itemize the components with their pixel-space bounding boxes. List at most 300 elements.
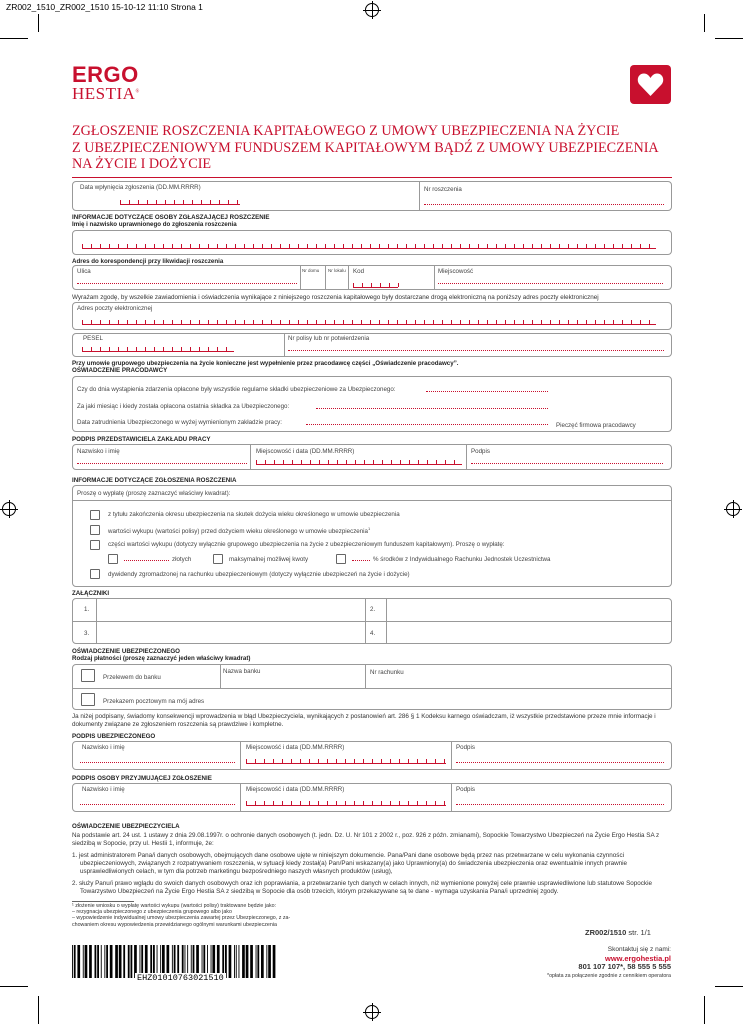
receiver-sig-field[interactable] — [456, 804, 664, 805]
comb-tick — [310, 460, 311, 464]
footnote-rule — [72, 901, 134, 902]
street-field[interactable] — [77, 283, 297, 284]
divider — [72, 621, 672, 622]
receiver-sig-label: Podpis — [456, 786, 475, 793]
crop-mark — [715, 38, 743, 39]
comb-tick — [127, 244, 128, 248]
comb-tick — [417, 801, 418, 805]
comb-tick — [318, 759, 319, 763]
divider — [451, 741, 452, 770]
comb-tick — [316, 320, 317, 324]
divider — [220, 664, 221, 688]
comb-tick — [163, 347, 164, 351]
comb-tick — [389, 283, 390, 287]
barcode-bar — [72, 945, 73, 978]
crop-mark — [704, 996, 705, 1024]
insured-sig-name-field[interactable] — [80, 762, 235, 763]
comb-tick — [595, 244, 596, 248]
comb-tick — [298, 244, 299, 248]
applicant-section-heading: INFORMACJE DOTYCZĄCE OSOBY ZGŁASZAJĄCEJ ROSZCZENIE — [72, 214, 270, 221]
policy-no-field[interactable] — [288, 350, 664, 351]
comb-tick — [514, 244, 515, 248]
comb-tick — [190, 347, 191, 351]
comb-tick — [353, 283, 354, 287]
comb-tick — [399, 801, 400, 805]
option-surrender-label: wartości wykupu (wartości polisy) przed dożyciem wieku określonego w umowie ubezpieczenia$^1$ — [108, 526, 371, 536]
divider — [348, 265, 349, 290]
print-header: ZR002_1510_ZR002_1510 15-10-12 11:10 Strona 1 — [6, 2, 203, 12]
comb-tick — [550, 320, 551, 324]
barcode-bar — [131, 945, 133, 978]
city-field[interactable] — [438, 283, 663, 284]
partial-max-checkbox[interactable] — [213, 554, 223, 564]
comb-tick — [505, 320, 506, 324]
insurer-point-1: 1. jest administratorem Pana/i danych osobowych, obejmujących dane osobowe ujęte w niniejszym dokumencie. Pana/Pani dane osobowe będą przez nas przetwarzane w celu wykonania czynności ubezpieczeniowych, związanych z rozpatrywaniem roszczenia, w sytuacji kiedy został(a) Pan/Pani wskazany(a) jako Uprawniony(a) do świadczenia ubezpieczenia oraz ewentualnie innych prawnie usprawiedliwionych celach, w tym dla potrzeb marketingu bezpośredniego naszych własnych produktów (usług), — [72, 852, 628, 875]
option-partial-label: części wartości wykupu (dotyczy wyłącznie grupowego ubezpieczenia na życie z ubezpieczeniowym funduszem kapitałowym). Proszę o wypłatę: — [108, 541, 505, 548]
comb-tick — [568, 320, 569, 324]
comb-tick — [201, 200, 202, 204]
registration-mark-right — [726, 502, 740, 516]
insurer-point-2: 2. służy Panu/i prawo wglądu do swoich danych osobowych oraz ich poprawiania, a przetwarzanie tych danych w celach innych, niż wymienione powyżej cele prawnie usprawiedliwione lub statutowe Sopockie Towarzystwo Ubezpieczeń na Życie Ergo Hestia SA z siedzibą w Sopocie dla osób trzecich, którym przekazywane są te dane - wymaga uzyskania Pana/i uprzedniej zgody. — [72, 880, 652, 895]
comb-tick — [382, 460, 383, 464]
option-surrender-checkbox[interactable] — [90, 525, 100, 535]
comb-tick — [631, 320, 632, 324]
comb-tick — [649, 320, 650, 324]
insured-statement-heading: OŚWIADCZENIE UBEZPIECZONEGO — [72, 648, 180, 655]
comb-tick — [325, 320, 326, 324]
attachment-3-label: 3. — [84, 630, 90, 637]
heart-logo-icon — [630, 65, 671, 104]
barcode-bar — [239, 945, 240, 978]
comb-tick — [408, 759, 409, 763]
comb-tick — [400, 460, 401, 464]
comb-tick — [442, 244, 443, 248]
comb-tick — [361, 244, 362, 248]
insured-sig-label: Podpis — [456, 744, 475, 751]
email-label: Adres poczty elektronicznej — [77, 305, 153, 312]
comb-tick — [541, 320, 542, 324]
insurer-intro: Na podstawie art. 24 ust. 1 ustawy z dnia 29.08.1997r. o ochronie danych osobowych (t. jedn. Dz. U. Nr 101 z 2002 r., poz. 926 z późn. zmianami), Sopockie Towarzystwo Ubezpieczeń na Życie Ergo Hestia SA z siedzibą w Sopocie, przy ul. Hestii 1, informuje, że: — [72, 832, 660, 847]
comb-tick — [444, 801, 445, 805]
logo-hestia: HESTIA® — [72, 84, 140, 103]
barcode-bar — [97, 945, 99, 978]
workplace-sig-date-label: Miejscowość i data (DD.MM.RRRR) — [256, 448, 355, 455]
comb-tick — [362, 283, 363, 287]
form-code: ZR002/1510 str. 1/1 — [585, 928, 651, 937]
comb-tick — [172, 320, 173, 324]
comb-tick — [532, 320, 533, 324]
comb-tick — [271, 244, 272, 248]
comb-tick — [235, 320, 236, 324]
comb-tick — [640, 320, 641, 324]
comb-tick — [265, 460, 266, 464]
comb-tick — [217, 347, 218, 351]
comb-tick — [100, 347, 101, 351]
employer-q1-field[interactable] — [426, 391, 548, 392]
comb-tick — [435, 801, 436, 805]
comb-tick — [136, 320, 137, 324]
comb-tick — [435, 759, 436, 763]
comb-tick — [399, 759, 400, 763]
comb-tick — [228, 200, 229, 204]
comb-tick — [595, 320, 596, 324]
employer-q3: Data zatrudnienia Ubezpieczonego w wyżej wymienionym zakładzie pracy: — [77, 419, 282, 426]
comb-tick — [379, 244, 380, 248]
barcode-bar — [85, 945, 88, 978]
partial-percent-checkbox[interactable] — [336, 554, 346, 564]
partial-percent-field[interactable] — [352, 560, 370, 561]
registration-mark-left — [2, 502, 16, 516]
comb-tick — [415, 320, 416, 324]
email-consent-text: Wyrażam zgodę, by wszelkie zawiadomienia i oświadczenia wynikające z niniejszego roszczenia kapitałowego były dostarczane drogą elektroniczną na poniższy adres poczty elektronicznej — [72, 294, 599, 301]
comb-tick — [91, 320, 92, 324]
insurer-section-heading: OŚWIADCZENIE UBEZPIECZYCIELA — [72, 823, 180, 830]
comb-tick — [235, 244, 236, 248]
comb-tick — [469, 244, 470, 248]
comb-tick — [181, 347, 182, 351]
payment-postal-checkbox[interactable] — [81, 693, 95, 706]
employer-section-heading: OŚWIADCZENIE PRACODAWCY — [72, 367, 168, 374]
comb-tick — [469, 320, 470, 324]
employer-stamp-label: Pieczęć firmowa pracodawcy — [556, 422, 636, 429]
divider — [365, 598, 366, 644]
comb-tick — [136, 244, 137, 248]
divider — [365, 664, 366, 688]
comb-tick — [100, 244, 101, 248]
crop-mark — [38, 14, 39, 32]
contact-phones: 801 107 107*, 58 555 5 555 — [578, 962, 671, 971]
comb-tick — [118, 320, 119, 324]
comb-tick — [172, 244, 173, 248]
registration-mark-bottom — [365, 1005, 379, 1019]
comb-tick — [325, 244, 326, 248]
payment-transfer-label: Przelewem do banku — [103, 674, 161, 681]
barcode-bar — [101, 945, 102, 978]
comb-tick — [226, 347, 227, 351]
payment-postal-label: Przekazem pocztowym na mój adres — [103, 698, 205, 705]
comb-tick — [454, 460, 455, 464]
comb-tick — [301, 460, 302, 464]
comb-tick — [487, 320, 488, 324]
payment-transfer-checkbox[interactable] — [81, 669, 95, 682]
divider — [240, 741, 241, 770]
pesel-box — [72, 333, 672, 357]
comb-tick — [181, 244, 182, 248]
comb-tick — [371, 283, 372, 287]
comb-tick — [255, 801, 256, 805]
comb-tick — [406, 320, 407, 324]
comb-tick — [244, 244, 245, 248]
comb-tick — [523, 244, 524, 248]
claim-date-field[interactable] — [120, 200, 240, 205]
declaration-text: Ja niżej podpisany, świadomy konsekwencji wprowadzenia w błąd Ubezpieczyciela, wynikających z postanowień art. 286 § 1 Kodeksu karnego oświadczam, iż wszystkie przedstawione przeze mnie informacje i dokumenty związane ze zgłoszeniem roszczenia są prawdziwe i kompletne. — [72, 713, 656, 728]
comb-tick — [109, 347, 110, 351]
comb-tick — [190, 244, 191, 248]
comb-tick — [309, 759, 310, 763]
attachment-1-label: 1. — [84, 606, 90, 613]
comb-tick — [208, 244, 209, 248]
workplace-sig-name-label: Nazwisko i imię — [77, 448, 120, 455]
applicant-name-box — [72, 230, 672, 255]
crop-mark — [715, 986, 743, 987]
crop-mark — [704, 14, 705, 32]
comb-tick — [337, 460, 338, 464]
payout-request-label: Proszę o wypłatę (proszę zaznaczyć właściwy kwadrat): — [77, 490, 231, 497]
comb-tick — [445, 460, 446, 464]
flat-no-label: Nr lokalu — [328, 268, 346, 273]
comb-tick — [523, 320, 524, 324]
comb-tick — [372, 759, 373, 763]
comb-tick — [417, 759, 418, 763]
comb-tick — [460, 244, 461, 248]
comb-tick — [424, 244, 425, 248]
receiver-sig-name-field[interactable] — [80, 804, 235, 805]
comb-tick — [183, 200, 184, 204]
barcode-bar — [128, 945, 130, 978]
barcode-bar — [257, 945, 259, 978]
comb-tick — [82, 347, 83, 351]
comb-tick — [226, 244, 227, 248]
house-no-label: Nr domu — [302, 268, 320, 273]
insured-sig-field[interactable] — [456, 762, 664, 763]
comb-tick — [559, 244, 560, 248]
comb-tick — [397, 320, 398, 324]
comb-tick — [559, 320, 560, 324]
partial-amount-label: złotych — [172, 556, 192, 563]
comb-tick — [505, 244, 506, 248]
attachment-1-field[interactable] — [100, 600, 362, 620]
comb-tick — [391, 460, 392, 464]
comb-tick — [426, 801, 427, 805]
comb-tick — [346, 460, 347, 464]
comb-tick — [118, 244, 119, 248]
comb-tick — [363, 759, 364, 763]
claim-no-field[interactable] — [424, 204, 664, 205]
attachment-2-label: 2. — [370, 606, 376, 613]
comb-tick — [622, 244, 623, 248]
barcode-bar — [229, 945, 232, 978]
partial-amount-field[interactable] — [124, 560, 169, 561]
divider — [72, 688, 672, 689]
comb-tick — [273, 801, 274, 805]
divider — [419, 181, 420, 211]
postcode-field[interactable] — [353, 283, 398, 288]
comb-tick — [613, 320, 614, 324]
comb-tick — [345, 759, 346, 763]
comb-tick — [280, 244, 281, 248]
comb-tick — [390, 759, 391, 763]
receiver-sig-date-field[interactable] — [246, 801, 446, 806]
comb-tick — [226, 320, 227, 324]
comb-tick — [550, 244, 551, 248]
comb-tick — [372, 801, 373, 805]
comb-tick — [262, 320, 263, 324]
workplace-sig-field[interactable] — [471, 463, 663, 464]
comb-tick — [352, 320, 353, 324]
workplace-sig-box — [72, 444, 672, 470]
option-maturity-checkbox[interactable] — [90, 510, 100, 520]
email-field[interactable] — [82, 320, 656, 325]
comb-tick — [109, 320, 110, 324]
comb-tick — [163, 320, 164, 324]
receiver-sig-heading: PODPIS OSOBY PRZYJMUJĄCEJ ZGŁOSZENIE — [72, 775, 212, 782]
comb-tick — [163, 244, 164, 248]
comb-tick — [568, 244, 569, 248]
option-dividend-checkbox[interactable] — [90, 569, 100, 579]
comb-tick — [246, 759, 247, 763]
applicant-name-field[interactable] — [82, 244, 656, 249]
barcode-bar — [77, 945, 80, 978]
employer-q1: Czy do dnia wystąpienia zdarzenia opłacone były wszystkie regularne składki ubezpieczeniowe za Ubezpieczonego: — [77, 386, 396, 393]
divider — [451, 783, 452, 812]
comb-tick — [370, 320, 371, 324]
comb-tick — [604, 244, 605, 248]
receiver-sig-name-label: Nazwisko i imię — [82, 786, 125, 793]
comb-tick — [210, 200, 211, 204]
receiver-sig-box — [72, 783, 672, 812]
comb-tick — [109, 244, 110, 248]
contact-block — [547, 946, 671, 980]
form-title: ZGŁOSZENIE ROSZCZENIA KAPITAŁOWEGO Z UMOWY UBEZPIECZENIA NA ŻYCIE Z UBEZPIECZENIOWYM FUNDUSZEM KAPITAŁOWYM BĄDŹ Z UMOWY UBEZPIECZENIA NA ŻYCIE I DOŻYCIE — [72, 123, 659, 172]
barcode-bar — [250, 945, 253, 978]
city-label: Miejscowość — [438, 268, 474, 275]
comb-tick — [127, 347, 128, 351]
employer-q2-field[interactable] — [316, 408, 548, 409]
comb-tick — [181, 320, 182, 324]
divider — [300, 265, 301, 290]
logo-ergo: ERGO — [72, 62, 139, 87]
comb-tick — [264, 759, 265, 763]
comb-tick — [280, 320, 281, 324]
email-box — [72, 302, 672, 330]
comb-tick — [136, 347, 137, 351]
pesel-field[interactable] — [82, 347, 234, 352]
barcode-bar — [246, 945, 249, 978]
comb-tick — [138, 200, 139, 204]
insured-sig-date-field[interactable] — [246, 759, 446, 764]
barcode-bar — [119, 945, 122, 978]
comb-tick — [343, 244, 344, 248]
comb-tick — [82, 320, 83, 324]
barcode-bar — [104, 945, 105, 978]
comb-tick — [300, 759, 301, 763]
attachments-heading: ZAŁĄCZNIKI — [72, 590, 110, 597]
comb-tick — [273, 759, 274, 763]
partial-max-label: maksymalnej możliwej kwoty — [229, 556, 309, 563]
comb-tick — [328, 460, 329, 464]
insured-sig-box — [72, 741, 672, 770]
comb-tick — [244, 320, 245, 324]
comb-tick — [208, 347, 209, 351]
option-dividend-label: dywidendy zgromadzonej na rachunku ubezpieczeniowym (dotyczy wyłącznie ubezpieczeń na życie i dożycie) — [108, 571, 410, 578]
employer-q3-field[interactable] — [306, 424, 548, 425]
comb-tick — [274, 460, 275, 464]
partial-percent-label: % środków z Indywidualnego Rachunku Jednostek Uczestnictwa — [373, 556, 551, 563]
attachment-3-field[interactable] — [100, 624, 362, 642]
comb-tick — [442, 320, 443, 324]
attachment-4-field[interactable] — [390, 624, 668, 642]
workplace-sig-date-field[interactable] — [256, 460, 462, 465]
divider — [466, 444, 467, 470]
comb-tick — [327, 801, 328, 805]
comb-tick — [319, 460, 320, 464]
account-no-label: Nr rachunku — [370, 669, 404, 676]
comb-tick — [154, 347, 155, 351]
comb-tick — [631, 244, 632, 248]
comb-tick — [436, 460, 437, 464]
comb-tick — [289, 244, 290, 248]
comb-tick — [91, 244, 92, 248]
registration-mark-top — [365, 3, 379, 17]
comb-tick — [100, 320, 101, 324]
comb-tick — [316, 244, 317, 248]
comb-tick — [541, 244, 542, 248]
street-label: Ulica — [77, 268, 91, 275]
insured-sig-name-label: Nazwisko i imię — [82, 744, 125, 751]
comb-tick — [478, 320, 479, 324]
barcode-bar — [83, 945, 84, 978]
comb-tick — [327, 759, 328, 763]
comb-tick — [622, 320, 623, 324]
divider — [284, 333, 285, 357]
comb-tick — [217, 244, 218, 248]
barcode-bar — [115, 945, 118, 978]
divider — [96, 598, 97, 644]
comb-tick — [307, 244, 308, 248]
workplace-sig-name-field[interactable] — [77, 463, 247, 464]
comb-tick — [398, 283, 399, 287]
comb-tick — [300, 801, 301, 805]
barcode-bar — [110, 945, 113, 978]
footnote: ¹ złożenie wniosku o wypłatę wartości wykupu (wartości polisy) traktowane będzie jako: – rezygnacja ubezpieczonego z ubezpieczenia grupowego albo jako – wypowiedzenie indywidualnej umowy ubezpieczenia zawartej przez Ubezpieczonego, z za- chowaniem okresu wypowiedzenia przewidzianego ogólnymi warunkami ubezpieczenia — [72, 903, 291, 928]
comb-tick — [487, 244, 488, 248]
barcode-bar — [268, 945, 271, 978]
comb-tick — [426, 759, 427, 763]
comb-tick — [380, 283, 381, 287]
comb-tick — [424, 320, 425, 324]
comb-tick — [309, 801, 310, 805]
comb-tick — [577, 244, 578, 248]
policy-no-label: Nr polisy lub nr potwierdzenia — [288, 335, 370, 342]
contact-label: Skontaktuj się z nami: — [607, 946, 671, 953]
applicant-name-heading: Imię i nazwisko uprawnionego do zgłoszenia roszczenia — [72, 221, 237, 228]
option-partial-checkbox[interactable] — [90, 540, 100, 550]
barcode-bar — [261, 945, 264, 978]
workplace-sig-heading: PODPIS PRZEDSTAWICIELA ZAKŁADU PRACY — [72, 436, 211, 443]
comb-tick — [147, 200, 148, 204]
partial-amount-checkbox[interactable] — [108, 554, 118, 564]
attachment-4-label: 4. — [370, 630, 376, 637]
payment-type-heading: Rodzaj płatności (proszę zaznaczyć jeden właściwy kwadrat) — [72, 655, 251, 662]
comb-tick — [262, 244, 263, 248]
comb-tick — [379, 320, 380, 324]
comb-tick — [334, 244, 335, 248]
attachment-2-field[interactable] — [390, 600, 668, 620]
barcode-number: EHZ01010763021510 — [137, 973, 224, 983]
comb-tick — [381, 801, 382, 805]
comb-tick — [354, 801, 355, 805]
insured-sig-heading: PODPIS UBEZPIECZONEGO — [72, 733, 156, 740]
contact-website-link[interactable]: www.ergohestia.pl — [605, 953, 671, 963]
comb-tick — [354, 759, 355, 763]
barcode-bar — [123, 945, 125, 978]
claim-date-label: Data wpłynięcia zgłoszenia (DD.MM.RRRR) — [80, 184, 201, 191]
comb-tick — [298, 320, 299, 324]
comb-tick — [256, 460, 257, 464]
comb-tick — [145, 347, 146, 351]
comb-tick — [289, 320, 290, 324]
crop-mark — [0, 986, 28, 987]
